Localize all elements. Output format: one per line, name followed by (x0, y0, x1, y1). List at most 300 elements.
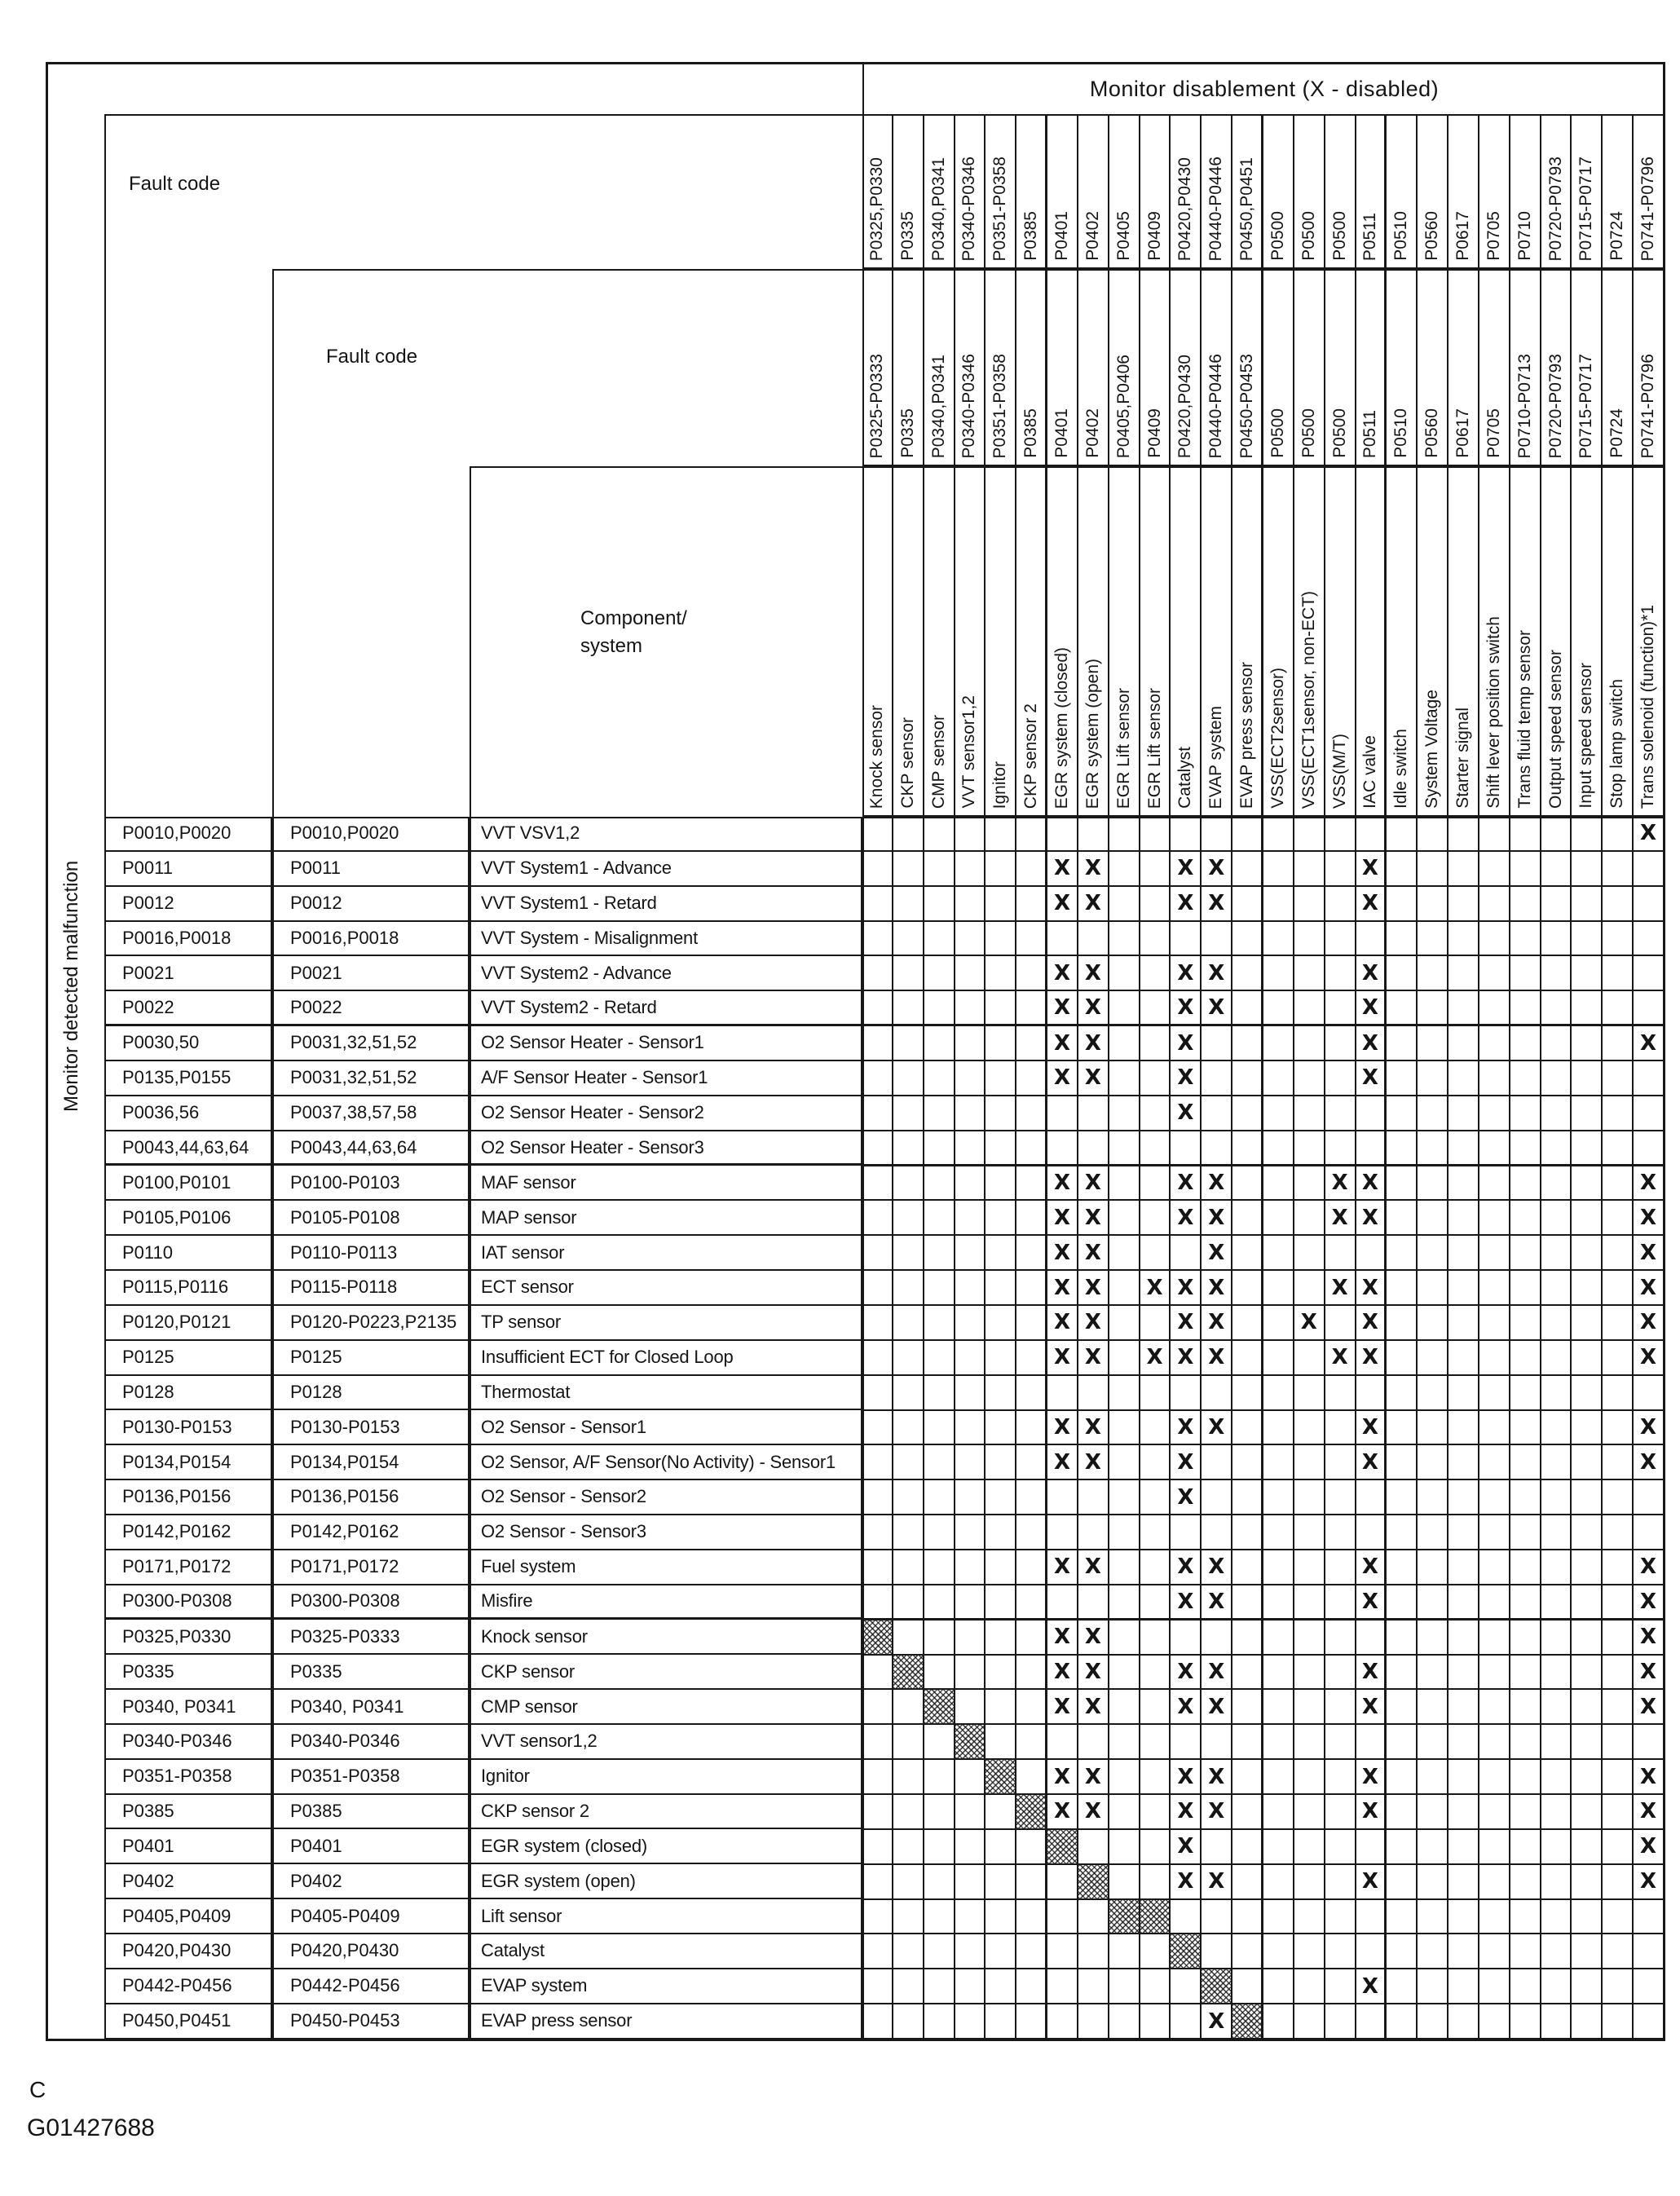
matrix-cell (1634, 1585, 1665, 1621)
matrix-cell (1294, 1760, 1325, 1795)
matrix-cell (1634, 1550, 1665, 1585)
matrix-cell (1356, 922, 1387, 957)
matrix-cell (955, 1201, 986, 1236)
matrix-cell (1541, 1690, 1572, 1725)
matrix-cell (1387, 2004, 1418, 2039)
disabled-x-mark: X (1300, 1310, 1317, 1335)
col-header-code2-15 (1294, 269, 1325, 466)
matrix-cell (1263, 1236, 1294, 1271)
rotated-header-text: P0710-P0713 (1515, 353, 1534, 458)
matrix-cell (1541, 1411, 1572, 1446)
matrix-cell (1047, 1900, 1078, 1935)
disabled-x-mark: X (1053, 960, 1071, 986)
matrix-cell (1294, 1515, 1325, 1550)
rotated-header-text: Stop lamp switch (1607, 679, 1627, 809)
matrix-cell (1449, 1131, 1479, 1166)
matrix-cell (924, 2004, 955, 2039)
matrix-cell (1479, 1096, 1510, 1131)
matrix-cell (1171, 1131, 1202, 1166)
matrix-cell (1418, 956, 1449, 991)
matrix-cell (1510, 1900, 1541, 1935)
rotated-header-text: CKP sensor (897, 717, 917, 809)
matrix-cell (1109, 1131, 1140, 1166)
matrix-cell (893, 956, 924, 991)
matrix-cell (1171, 1026, 1202, 1061)
disabled-x-mark: X (1053, 1449, 1071, 1475)
matrix-cell (862, 1550, 893, 1585)
matrix-cell (1263, 1795, 1294, 1830)
matrix-cell (1603, 1131, 1634, 1166)
matrix-cell (893, 1061, 924, 1096)
matrix-cell (1202, 1621, 1232, 1656)
disabled-x-mark: X (1361, 1275, 1378, 1300)
col-header-component-11 (1171, 466, 1202, 817)
disabled-x-mark: X (1208, 960, 1225, 986)
disabled-x-mark: X (1208, 1205, 1225, 1230)
matrix-cell (955, 1969, 986, 2004)
matrix-cell (1171, 1341, 1202, 1376)
matrix-cell (1418, 1236, 1449, 1271)
rotated-header-text: VSS(ECT2sensor) (1268, 668, 1287, 809)
matrix-cell (1510, 1341, 1541, 1376)
matrix-cell (1202, 1865, 1232, 1900)
matrix-cell (924, 1201, 955, 1236)
matrix-cell (1202, 1725, 1232, 1760)
fault-code-1-row-10: P0043,44,63,64 (104, 1131, 272, 1166)
matrix-cell (1325, 1934, 1356, 1969)
disabled-x-mark: X (1146, 1345, 1163, 1370)
col-header-code2-17 (1356, 269, 1387, 466)
fault-code-2-row-6: P0022 (272, 991, 470, 1026)
matrix-cell (924, 1445, 955, 1480)
matrix-cell (1449, 1900, 1479, 1935)
matrix-cell (1449, 1969, 1479, 2004)
matrix-cell (1356, 1131, 1387, 1166)
fault-code-1-row-9: P0036,56 (104, 1096, 272, 1131)
rotated-header-text: Trans fluid temp sensor (1515, 630, 1534, 809)
matrix-cell (986, 1411, 1016, 1446)
matrix-cell (1449, 1271, 1479, 1306)
matrix-cell (1078, 1376, 1109, 1411)
matrix-cell (1510, 1969, 1541, 2004)
matrix-cell (986, 1131, 1016, 1166)
matrix-cell (862, 1201, 893, 1236)
disabled-x-mark: X (1053, 1030, 1071, 1056)
matrix-cell (1387, 1026, 1418, 1061)
matrix-cell (1016, 1341, 1047, 1376)
component-name-row-27: VVT sensor1,2 (470, 1725, 862, 1760)
disabled-x-mark: X (1084, 1205, 1101, 1230)
matrix-cell (1572, 1201, 1603, 1236)
col-header-code2-16 (1325, 269, 1356, 466)
matrix-cell (1140, 956, 1171, 991)
matrix-cell (1109, 1341, 1140, 1376)
matrix-cell (986, 1585, 1016, 1621)
fault-code-1-row-34: P0442-P0456 (104, 1969, 272, 2004)
matrix-cell (1356, 1900, 1387, 1935)
matrix-cell (1232, 1795, 1263, 1830)
matrix-cell (1479, 1480, 1510, 1515)
matrix-cell (924, 1376, 955, 1411)
matrix-cell (1171, 1656, 1202, 1691)
matrix-cell (1603, 1026, 1634, 1061)
matrix-cell (1294, 1585, 1325, 1621)
matrix-cell (924, 1830, 955, 1865)
matrix-cell (1325, 1795, 1356, 1830)
rotated-header-text: P0351-P0358 (990, 353, 1010, 458)
matrix-cell (1541, 991, 1572, 1026)
matrix-cell (1479, 887, 1510, 922)
matrix-cell (1572, 1131, 1603, 1166)
matrix-cell (1140, 1480, 1171, 1515)
matrix-cell (1109, 852, 1140, 887)
matrix-cell (1356, 1621, 1387, 1656)
fault-code-1-row-30: P0401 (104, 1829, 272, 1864)
fault-code-2-row-22: P0171,P0172 (272, 1550, 470, 1585)
matrix-cell (1479, 1725, 1510, 1760)
matrix-cell (1263, 1865, 1294, 1900)
disabled-x-mark: X (1208, 2009, 1225, 2034)
rotated-header-text: VSS(M/T) (1329, 733, 1349, 809)
component-name-row-15: TP sensor (470, 1306, 862, 1341)
matrix-cell (955, 956, 986, 991)
matrix-cell (986, 887, 1016, 922)
matrix-cell (1603, 852, 1634, 887)
matrix-cell (1510, 1515, 1541, 1550)
fault-code-1-row-6: P0022 (104, 991, 272, 1026)
matrix-cell (1479, 1445, 1510, 1480)
matrix-cell (1325, 1656, 1356, 1691)
fault-code-2-row-8: P0031,32,51,52 (272, 1061, 470, 1096)
matrix-cell (1016, 1166, 1047, 1202)
self-monitor-hatch-cell (986, 1760, 1016, 1795)
matrix-cell (1171, 1550, 1202, 1585)
matrix-cell (1171, 1515, 1202, 1550)
matrix-cell (1325, 852, 1356, 887)
matrix-cell (1294, 1900, 1325, 1935)
rotated-header-text: EGR Lift sensor (1144, 687, 1164, 809)
matrix-cell (1171, 1690, 1202, 1725)
matrix-cell (1202, 1061, 1232, 1096)
matrix-cell (1603, 1585, 1634, 1621)
disabled-x-mark: X (1177, 1764, 1194, 1789)
matrix-cell (1078, 1830, 1109, 1865)
matrix-cell (1263, 1271, 1294, 1306)
matrix-cell (1449, 1166, 1479, 1202)
col-header-component-12 (1202, 466, 1232, 817)
matrix-cell (1202, 887, 1232, 922)
disabled-x-mark: X (1640, 1834, 1657, 1859)
matrix-cell (862, 1934, 893, 1969)
disabled-x-mark: X (1640, 1345, 1657, 1370)
matrix-cell (1541, 1865, 1572, 1900)
disabled-x-mark: X (1208, 1659, 1225, 1684)
col-header-code1-16 (1325, 114, 1356, 269)
fault-code-2-row-11: P0100-P0103 (272, 1166, 470, 1201)
matrix-cell (1572, 1690, 1603, 1725)
matrix-cell (1479, 1201, 1510, 1236)
matrix-cell (1634, 1096, 1665, 1131)
rotated-header-text: P0715-P0717 (1576, 353, 1596, 458)
matrix-cell (1016, 922, 1047, 957)
rotated-header-text: P0340-P0346 (959, 156, 979, 261)
matrix-cell (1294, 1725, 1325, 1760)
matrix-cell (1140, 1026, 1171, 1061)
self-monitor-hatch-cell (955, 1725, 986, 1760)
matrix-cell (862, 2004, 893, 2039)
fault-code-1-row-13: P0110 (104, 1236, 272, 1271)
matrix-cell (1510, 1725, 1541, 1760)
matrix-cell (1356, 1585, 1387, 1621)
matrix-cell (1572, 991, 1603, 1026)
col-header-component-4 (955, 466, 986, 817)
matrix-cell (1294, 887, 1325, 922)
matrix-cell (1109, 1236, 1140, 1271)
matrix-cell (1263, 1725, 1294, 1760)
matrix-cell (1078, 1131, 1109, 1166)
matrix-cell (955, 1934, 986, 1969)
fault-code-1-row-8: P0135,P0155 (104, 1061, 272, 1096)
disabled-x-mark: X (1361, 1345, 1378, 1370)
disabled-x-mark: X (1361, 1170, 1378, 1195)
matrix-cell (1356, 1201, 1387, 1236)
matrix-cell (1325, 1236, 1356, 1271)
matrix-cell (1016, 1934, 1047, 1969)
matrix-cell (1140, 817, 1171, 852)
matrix-cell (1016, 1760, 1047, 1795)
disabled-x-mark: X (1208, 1240, 1225, 1265)
fault-code-2-row-27: P0340-P0346 (272, 1725, 470, 1760)
matrix-cell (1109, 1725, 1140, 1760)
col-header-component-3 (924, 466, 955, 817)
matrix-cell (1232, 1725, 1263, 1760)
matrix-cell (1479, 1690, 1510, 1725)
table-title: Monitor disablement (X - disabled) (1089, 76, 1440, 101)
matrix-cell (1603, 922, 1634, 957)
matrix-cell (924, 1865, 955, 1900)
matrix-cell (1263, 1306, 1294, 1341)
rotated-header-text: P0405,P0406 (1113, 354, 1133, 458)
matrix-cell (1294, 1969, 1325, 2004)
matrix-cell (1572, 1341, 1603, 1376)
matrix-cell (986, 852, 1016, 887)
matrix-cell (955, 1656, 986, 1691)
matrix-cell (1140, 1795, 1171, 1830)
matrix-cell (1603, 2004, 1634, 2039)
matrix-cell (1109, 1445, 1140, 1480)
matrix-cell (1418, 1830, 1449, 1865)
matrix-cell (986, 1480, 1016, 1515)
matrix-cell (1634, 887, 1665, 922)
matrix-cell (1634, 1480, 1665, 1515)
col-header-code1-14 (1263, 114, 1294, 269)
matrix-cell (955, 1026, 986, 1061)
rotated-header-text: Idle switch (1391, 728, 1411, 809)
rotated-header-text: P0409 (1144, 211, 1164, 261)
fault-code-1-row-35: P0450,P0451 (104, 2004, 272, 2039)
matrix-cell (1479, 1026, 1510, 1061)
matrix-cell (1418, 1271, 1449, 1306)
matrix-cell (1078, 1656, 1109, 1691)
matrix-cell (955, 1690, 986, 1725)
matrix-cell (1572, 1934, 1603, 1969)
matrix-cell (1572, 1376, 1603, 1411)
matrix-cell (924, 1480, 955, 1515)
matrix-cell (1387, 991, 1418, 1026)
matrix-cell (1510, 991, 1541, 1026)
matrix-cell (1541, 1621, 1572, 1656)
matrix-cell (1325, 1900, 1356, 1935)
rotated-header-text: VVT sensor1,2 (959, 695, 979, 809)
matrix-cell (1356, 1480, 1387, 1515)
matrix-cell (1325, 2004, 1356, 2039)
matrix-cell (893, 852, 924, 887)
component-name-row-5: VVT System2 - Advance (470, 956, 862, 991)
matrix-cell (1479, 1621, 1510, 1656)
disabled-x-mark: X (1361, 1799, 1378, 1824)
rotated-header-text: EGR system (open) (1083, 658, 1102, 809)
matrix-cell (1232, 1585, 1263, 1621)
matrix-cell (1016, 1900, 1047, 1935)
matrix-cell (893, 1690, 924, 1725)
matrix-cell (1479, 1795, 1510, 1830)
disabled-x-mark: X (1084, 960, 1101, 986)
col-header-code1-3 (924, 114, 955, 269)
matrix-cell (986, 1830, 1016, 1865)
matrix-cell (1603, 1201, 1634, 1236)
rotated-header-text: P0560 (1422, 408, 1442, 458)
matrix-cell (1078, 1725, 1109, 1760)
matrix-cell (1047, 1096, 1078, 1131)
matrix-cell (1356, 887, 1387, 922)
matrix-cell (1418, 1621, 1449, 1656)
matrix-cell (1634, 817, 1665, 852)
rotated-header-text: P0450-P0453 (1237, 353, 1256, 458)
matrix-cell (1603, 1934, 1634, 1969)
matrix-cell (1449, 887, 1479, 922)
matrix-cell (986, 956, 1016, 991)
matrix-cell (1171, 817, 1202, 852)
matrix-cell (1047, 1515, 1078, 1550)
matrix-cell (1294, 1096, 1325, 1131)
fault-code-1-row-26: P0340, P0341 (104, 1690, 272, 1725)
matrix-cell (1078, 956, 1109, 991)
matrix-cell (1109, 2004, 1140, 2039)
matrix-cell (1294, 1166, 1325, 1202)
matrix-cell (1572, 887, 1603, 922)
matrix-cell (1356, 1376, 1387, 1411)
matrix-cell (862, 1969, 893, 2004)
matrix-cell (1603, 1061, 1634, 1096)
matrix-cell (986, 1725, 1016, 1760)
matrix-cell (1263, 1201, 1294, 1236)
matrix-cell (1016, 1969, 1047, 2004)
component-name-row-21: O2 Sensor - Sensor3 (470, 1515, 862, 1550)
matrix-cell (1078, 1201, 1109, 1236)
matrix-cell (986, 991, 1016, 1026)
col-header-code2-7 (1047, 269, 1078, 466)
matrix-cell (1016, 1306, 1047, 1341)
matrix-cell (924, 956, 955, 991)
matrix-cell (1449, 1341, 1479, 1376)
col-header-component-1 (862, 466, 893, 817)
matrix-cell (1263, 2004, 1294, 2039)
matrix-cell (1140, 1271, 1171, 1306)
matrix-cell (1047, 1411, 1078, 1446)
matrix-cell (1479, 817, 1510, 852)
matrix-cell (1418, 1900, 1449, 1935)
fault-code-2-row-16: P0125 (272, 1341, 470, 1376)
matrix-cell (1510, 1306, 1541, 1341)
matrix-cell (1634, 1656, 1665, 1691)
matrix-cell (862, 922, 893, 957)
fault-code-2-row-14: P0115-P0118 (272, 1271, 470, 1306)
rotated-header-text: Output speed sensor (1546, 650, 1565, 809)
matrix-cell (1202, 991, 1232, 1026)
fault-code-2-row-5: P0021 (272, 956, 470, 991)
col-header-component-21 (1479, 466, 1510, 817)
matrix-cell (1263, 852, 1294, 887)
col-header-code2-19 (1418, 269, 1449, 466)
matrix-cell (1047, 1969, 1078, 2004)
component-name-row-7: O2 Sensor Heater - Sensor1 (470, 1026, 862, 1061)
matrix-cell (1202, 1236, 1232, 1271)
matrix-cell (1078, 1621, 1109, 1656)
rotated-header-text: P0402 (1083, 408, 1102, 458)
self-monitor-hatch-cell (1202, 1969, 1232, 2004)
matrix-cell (1263, 1760, 1294, 1795)
matrix-cell (1634, 1969, 1665, 2004)
disabled-x-mark: X (1361, 995, 1378, 1021)
matrix-cell (1541, 1236, 1572, 1271)
matrix-cell (1263, 1900, 1294, 1935)
disabled-x-mark: X (1208, 1589, 1225, 1614)
matrix-cell (1109, 1795, 1140, 1830)
matrix-cell (1016, 956, 1047, 991)
disabled-x-mark: X (1640, 1414, 1657, 1440)
matrix-cell (1294, 1236, 1325, 1271)
matrix-cell (862, 991, 893, 1026)
matrix-cell (1387, 1236, 1418, 1271)
matrix-cell (893, 1795, 924, 1830)
col-header-code1-4 (955, 114, 986, 269)
fault-code-1-row-7: P0030,50 (104, 1026, 272, 1061)
matrix-cell (862, 1166, 893, 1202)
col-header-component-15 (1294, 466, 1325, 817)
matrix-cell (1418, 922, 1449, 957)
matrix-cell (1140, 1621, 1171, 1656)
matrix-cell (955, 1480, 986, 1515)
matrix-cell (1232, 1341, 1263, 1376)
matrix-cell (893, 1585, 924, 1621)
disabled-x-mark: X (1208, 1414, 1225, 1440)
matrix-cell (1078, 1934, 1109, 1969)
component-name-row-12: MAP sensor (470, 1201, 862, 1236)
matrix-cell (1356, 956, 1387, 991)
disabled-x-mark: X (1361, 1205, 1378, 1230)
matrix-cell (1232, 1934, 1263, 1969)
disabled-x-mark: X (1361, 1764, 1378, 1789)
matrix-cell (1449, 817, 1479, 852)
disabled-x-mark: X (1053, 1554, 1071, 1580)
matrix-cell (1634, 1411, 1665, 1446)
rotated-header-text: P0511 (1360, 212, 1379, 261)
matrix-cell (1541, 852, 1572, 887)
rotated-header-text: P0420,P0430 (1175, 354, 1195, 458)
matrix-cell (1541, 1515, 1572, 1550)
matrix-cell (924, 887, 955, 922)
fault-code-2-row-31: P0402 (272, 1864, 470, 1899)
